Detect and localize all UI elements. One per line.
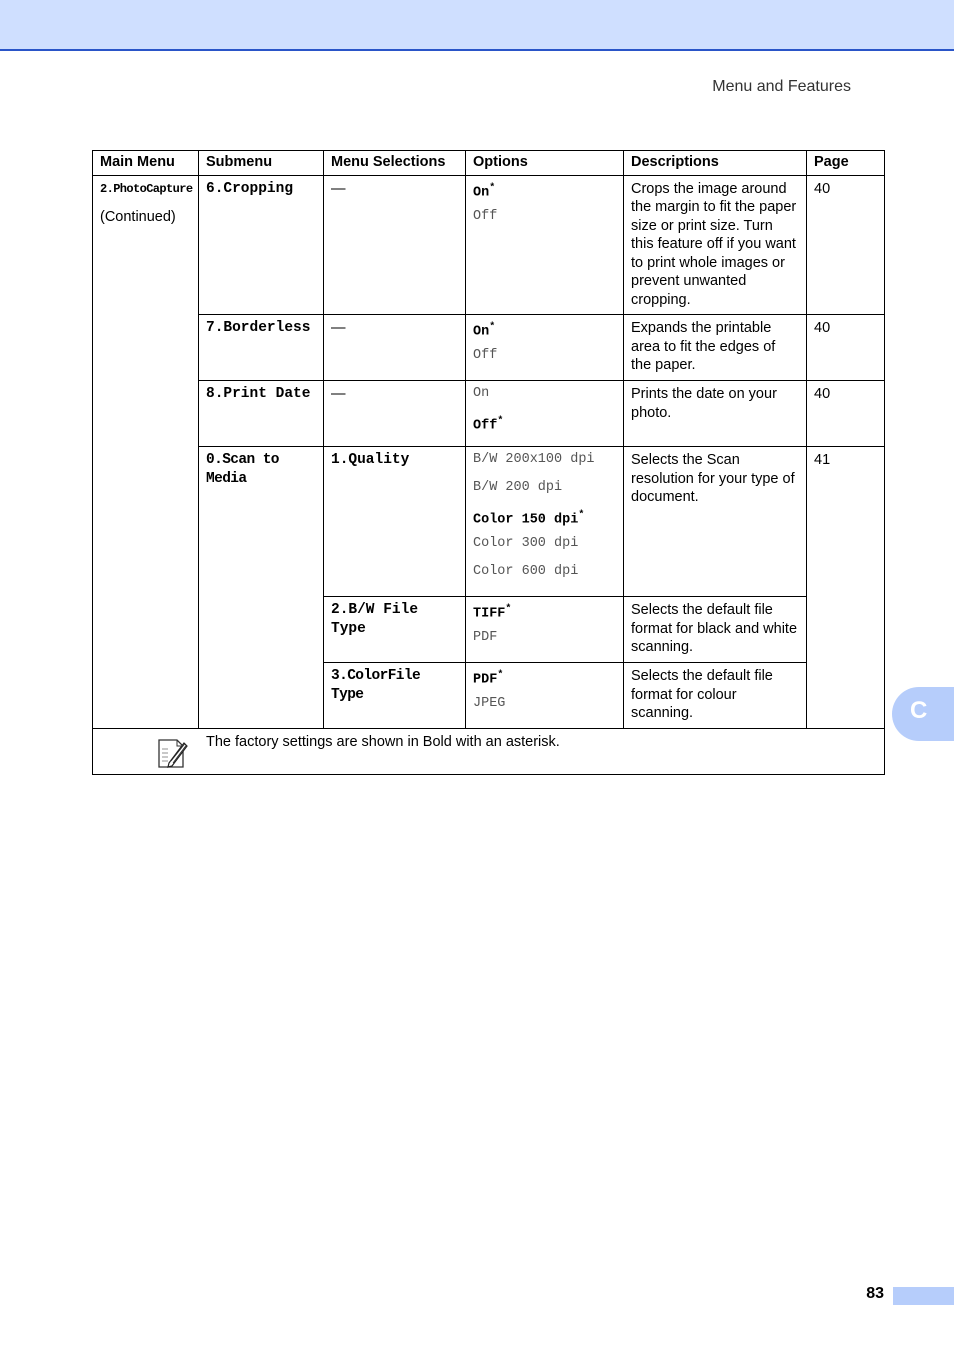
default-marker: * (497, 416, 504, 427)
column-header: Descriptions (624, 151, 807, 176)
option-value: Color 300 dpi (473, 536, 579, 551)
options-cell (466, 175, 624, 315)
note-cell (93, 729, 885, 775)
option-value: On (473, 386, 490, 401)
description-cell: Expands the printable area to fit the edges of the paper. (624, 315, 807, 381)
options-cell (466, 315, 624, 381)
chapter-tab (892, 687, 954, 741)
default-marker: * (505, 604, 512, 615)
chapter-tab-label: C (910, 697, 928, 724)
table-row (93, 447, 885, 597)
selection-cell: — (324, 175, 466, 315)
column-header: Submenu (199, 151, 324, 176)
description-cell: Crops the image around the margin to fit the paper size or print size. Turn this feature off if you want to print whole images or prevent unwanted cropping. (624, 175, 807, 315)
description-cell: Selects the Scan resolution for your type of document. (624, 447, 807, 597)
section-title: Menu and Features (712, 78, 851, 95)
default-marker: * (489, 182, 496, 194)
page-cell: 41 (807, 447, 885, 729)
footnote-text: The factory settings are shown in Bold with an asterisk. (206, 734, 560, 750)
options-cell (466, 597, 624, 663)
option-value: Off (473, 348, 498, 363)
page-cell: 40 (807, 315, 885, 381)
options-cell (466, 381, 624, 447)
column-header: Menu Selections (324, 151, 466, 176)
table-row (93, 381, 885, 447)
description-cell: Selects the default file format for colour scanning. (624, 663, 807, 729)
page-cell: 40 (807, 175, 885, 315)
option-value: JPEG (473, 696, 506, 711)
description-cell: Prints the date on your photo. (624, 381, 807, 447)
column-header: Main Menu (93, 151, 199, 176)
option-value: Off (473, 208, 498, 224)
selection-cell: — (324, 381, 466, 447)
continued-label: (Continued) (100, 209, 176, 225)
column-header: Options (466, 151, 624, 176)
submenu-cell: 6.Cropping (199, 175, 324, 315)
default-marker: * (497, 670, 504, 681)
option-value: On* (473, 322, 496, 340)
default-marker: * (578, 510, 585, 521)
submenu-cell: 7.Borderless (199, 315, 324, 381)
option-value: B/W 200 dpi (473, 480, 563, 495)
description-cell: Selects the default file format for black and white scanning. (624, 597, 807, 663)
option-value: Color 600 dpi (473, 564, 579, 579)
table-row (93, 175, 885, 315)
column-header: Page (807, 151, 885, 176)
default-marker: * (489, 322, 496, 333)
selection-cell: — (324, 315, 466, 381)
options-cell (466, 663, 624, 729)
page-cell: 40 (807, 381, 885, 447)
option-value: Color 150 dpi* (473, 510, 585, 528)
header-band (0, 0, 954, 51)
table-row (93, 315, 885, 381)
main-menu-name: 2.PhotoCapture (100, 181, 193, 196)
option-value: PDF* (473, 670, 504, 688)
submenu-cell: 0.Scan to Media (199, 447, 324, 729)
option-value: TIFF* (473, 604, 512, 622)
menu-table (92, 150, 885, 775)
option-value: B/W 200x100 dpi (473, 452, 595, 467)
option-value: On* (473, 182, 496, 200)
note-row (93, 729, 885, 775)
table-header-row (93, 151, 885, 176)
selection-cell: 2.B/W File Type (324, 597, 466, 663)
page-number-bar (893, 1287, 954, 1305)
main-menu-cell (93, 175, 199, 729)
options-cell (466, 447, 624, 597)
selection-cell: 1.Quality (324, 447, 466, 597)
page-number: 83 (866, 1285, 884, 1302)
selection-cell: 3.ColorFile Type (324, 663, 466, 729)
note-pencil-icon (155, 735, 189, 769)
option-value: Off* (473, 416, 504, 434)
submenu-cell: 8.Print Date (199, 381, 324, 447)
option-value: PDF (473, 630, 498, 645)
